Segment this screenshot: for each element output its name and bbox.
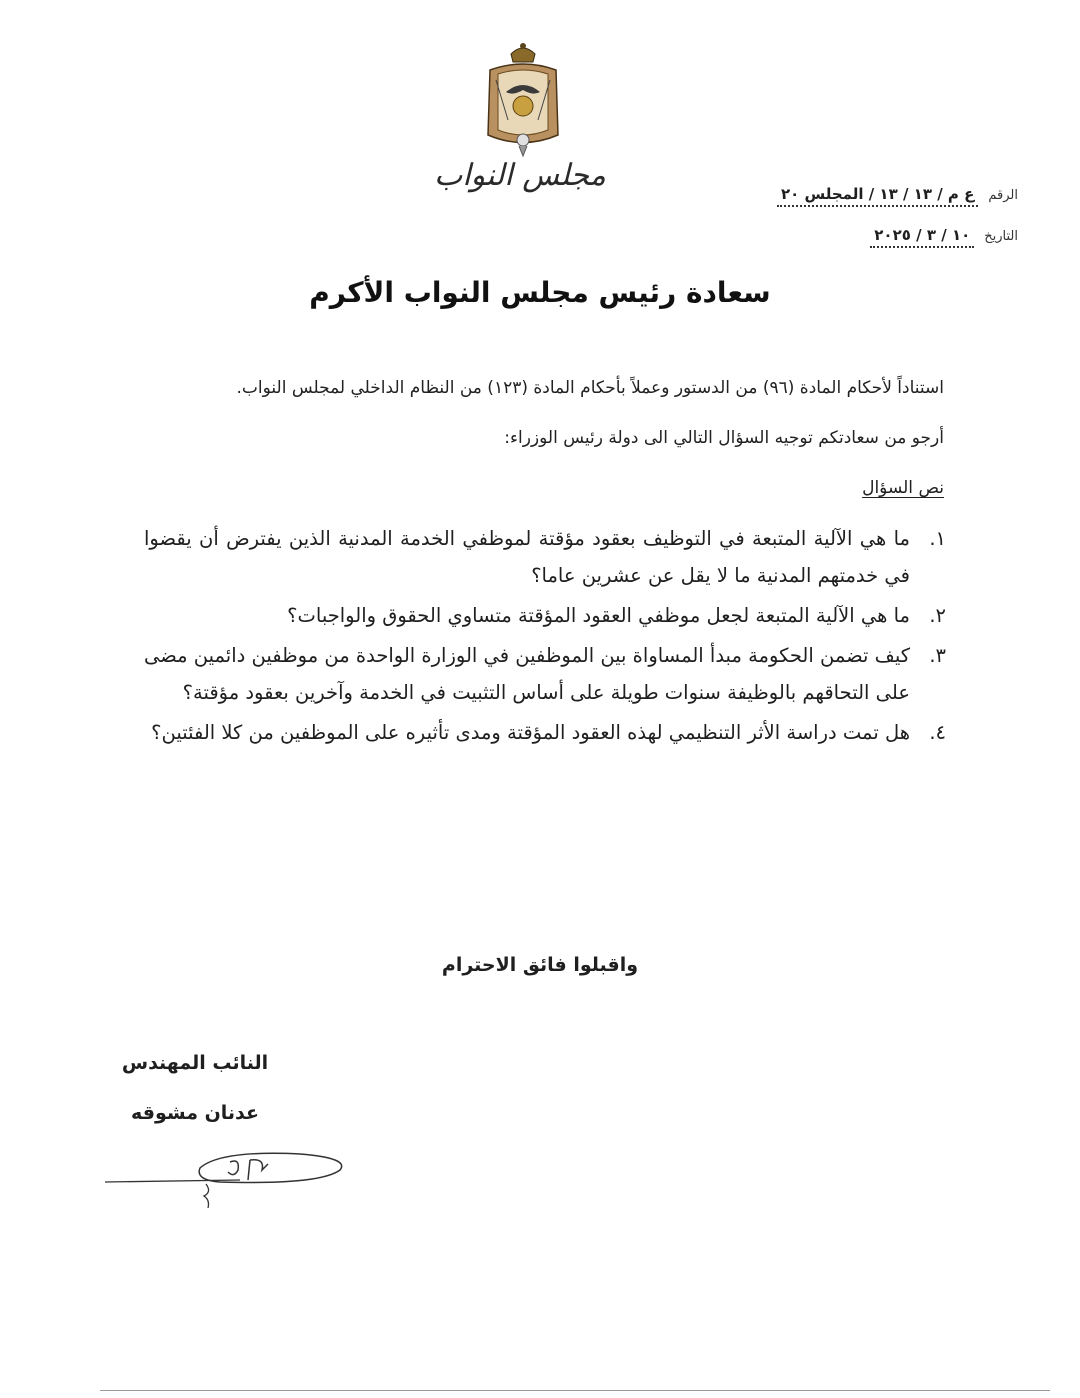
addressee-heading: سعادة رئيس مجلس النواب الأكرم bbox=[309, 276, 771, 309]
question-text: ما هي الآلية المتبعة لجعل موظفي العقود المؤقتة متساوي الحقوق والواجبات؟ bbox=[287, 604, 910, 627]
question-number: ٣. bbox=[929, 644, 946, 667]
reference-number-row bbox=[777, 185, 1018, 207]
reference-date-label: التاريخ bbox=[984, 229, 1018, 244]
question-item bbox=[144, 520, 944, 594]
questions-heading: نص السؤال bbox=[862, 478, 944, 498]
org-name: مجلس النواب bbox=[434, 158, 606, 193]
question-text: كيف تضمن الحكومة مبدأ المساواة بين الموظفين في الوزارة الواحدة من موظفين دائمين مضى على التحاقهم بالوظيفة سنوات طويلة على أساس التثبيت في الخدمة وآخرين بعقود مؤقتة؟ bbox=[144, 644, 910, 704]
closing-line: واقبلوا فائق الاحترام bbox=[441, 954, 639, 976]
signatory-title: النائب المهندس bbox=[121, 1052, 269, 1074]
question-item bbox=[144, 714, 944, 751]
question-number: ١. bbox=[929, 527, 946, 550]
reference-number-label: الرقم bbox=[988, 188, 1018, 203]
question-text: ما هي الآلية المتبعة في التوظيف بعقود مؤقتة لموظفي الخدمة المدنية الذين يفترض أن يقضوا في خدمتهم المدنية ما لا يقل عن عشرين عاما؟ bbox=[144, 527, 910, 587]
question-item bbox=[144, 637, 944, 711]
intro-paragraph-2: أرجو من سعادتكم توجيه السؤال التالي الى دولة رئيس الوزراء: bbox=[504, 428, 944, 448]
footer-rule bbox=[100, 1390, 1050, 1391]
reference-number-value: ع م / ١٣ / ١٣ / المجلس ٢٠ bbox=[777, 185, 978, 207]
question-item bbox=[144, 597, 944, 634]
reference-date-value: ١٠ / ٣ / ٢٠٢٥ bbox=[870, 226, 974, 248]
reference-date-row bbox=[870, 226, 1018, 248]
handwritten-signature bbox=[100, 1140, 360, 1220]
question-number: ٢. bbox=[929, 604, 946, 627]
questions-list bbox=[144, 520, 944, 754]
question-text: هل تمت دراسة الأثر التنظيمي لهذه العقود المؤقتة ومدى تأثيره على الموظفين من كلا الفئتين؟ bbox=[151, 721, 910, 744]
intro-paragraph-1: استناداً لأحكام المادة (٩٦) من الدستور وعملاً بأحكام المادة (١٢٣) من النظام الداخلي لمجلس النواب. bbox=[236, 378, 944, 398]
question-number: ٤. bbox=[929, 721, 946, 744]
jordan-coat-of-arms-icon bbox=[478, 40, 568, 160]
signatory-name: عدنان مشوقه bbox=[130, 1102, 260, 1124]
